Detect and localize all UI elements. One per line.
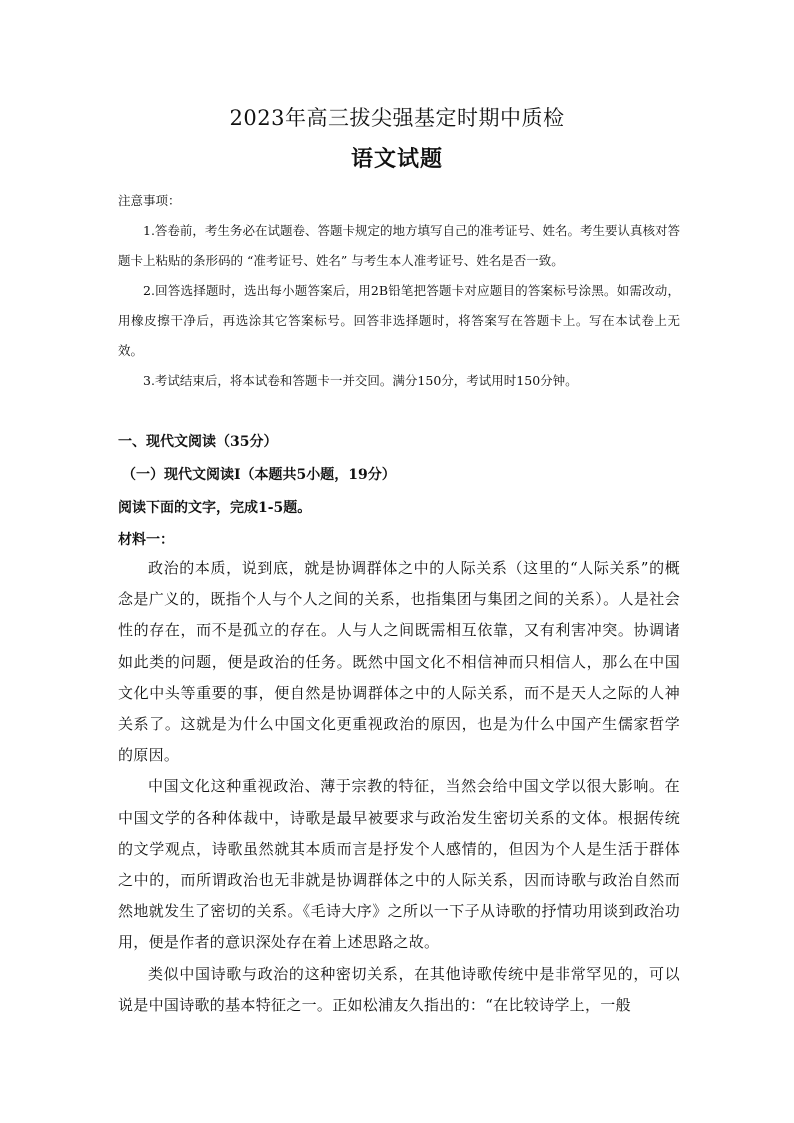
- subsection-heading: （一）现代文阅读Ⅰ（本题共5小题，19分）: [122, 467, 396, 483]
- note-item-1: 1.答卷前，考生务必在试题卷、答题卡规定的地方填写自己的准考证号、姓名。考生要认真核对答题卡上粘贴的条形码的 “准考证号、姓名” 与考生本人准考证号、姓名是否一致。: [118, 223, 680, 268]
- note-item-3: 3.考试结束后，将本试卷和答题卡一并交回。满分150分，考试用时150分钟。: [143, 373, 578, 388]
- paragraph-2: 中国文化这种重视政治、薄于宗教的特征，当然会给中国文学以很大影响。在中国文学的各种体裁中，诗歌是最早被要求与政治发生密切关系的文体。根据传统的文学观点，诗歌虽然就其本质而言是抒发个人感情的，但因为个人是生活于群体之中的，而所谓政治也无非就是协调群体之中的人际关系，因而诗歌与政治自然而然地就发生了密切的关系。《毛诗大序》之所以一下子从诗歌的抒情功用谈到政治功用，便是作者的意识深处存在着上述思路之故。: [118, 777, 680, 952]
- reading-instruction: 阅读下面的文字，完成1-5题。: [118, 500, 312, 516]
- notes-section: [118, 186, 680, 396]
- paragraph-3: 类似中国诗歌与政治的这种密切关系，在其他诗歌传统中是非常罕见的，可以说是中国诗歌的基本特征之一。正如松浦友久指出的：“在比较诗学上，一般: [118, 964, 680, 1014]
- section-heading: 一、现代文阅读（35分）: [118, 434, 278, 450]
- material-text: [118, 553, 680, 1021]
- material-label: 材料一：: [118, 532, 174, 548]
- notes-heading: 注意事项：: [118, 193, 181, 208]
- exam-subtitle: 语文试题: [350, 146, 443, 172]
- note-item-2: 2.回答选择题时，选出每小题答案后，用2B铅笔把答题卡对应题目的答案标号涂黑。如需改动，用橡皮擦干净后，再选涂其它答案标号。回答非选择题时，将答案写在答题卡上。写在本试卷上无效。: [118, 283, 680, 358]
- paragraph-1: 政治的本质，说到底，就是协调群体之中的人际关系（这里的“人际关系”的概念是广义的，既指个人与个人之间的关系，也指集团与集团之间的关系）。人是社会性的存在，而不是孤立的存在。人与人之间既需相互依靠，又有利害冲突。协调诸如此类的问题，便是政治的任务。既然中国文化不相信神而只相信人，那么在中国文化中头等重要的事，便自然是协调群体之中的人际关系，而不是天人之际的人神关系了。这就是为什么中国文化更重视政治的原因，也是为什么中国产生儒家哲学的原因。: [118, 559, 680, 765]
- exam-title: 2023年高三拔尖强基定时期中质检: [229, 106, 565, 130]
